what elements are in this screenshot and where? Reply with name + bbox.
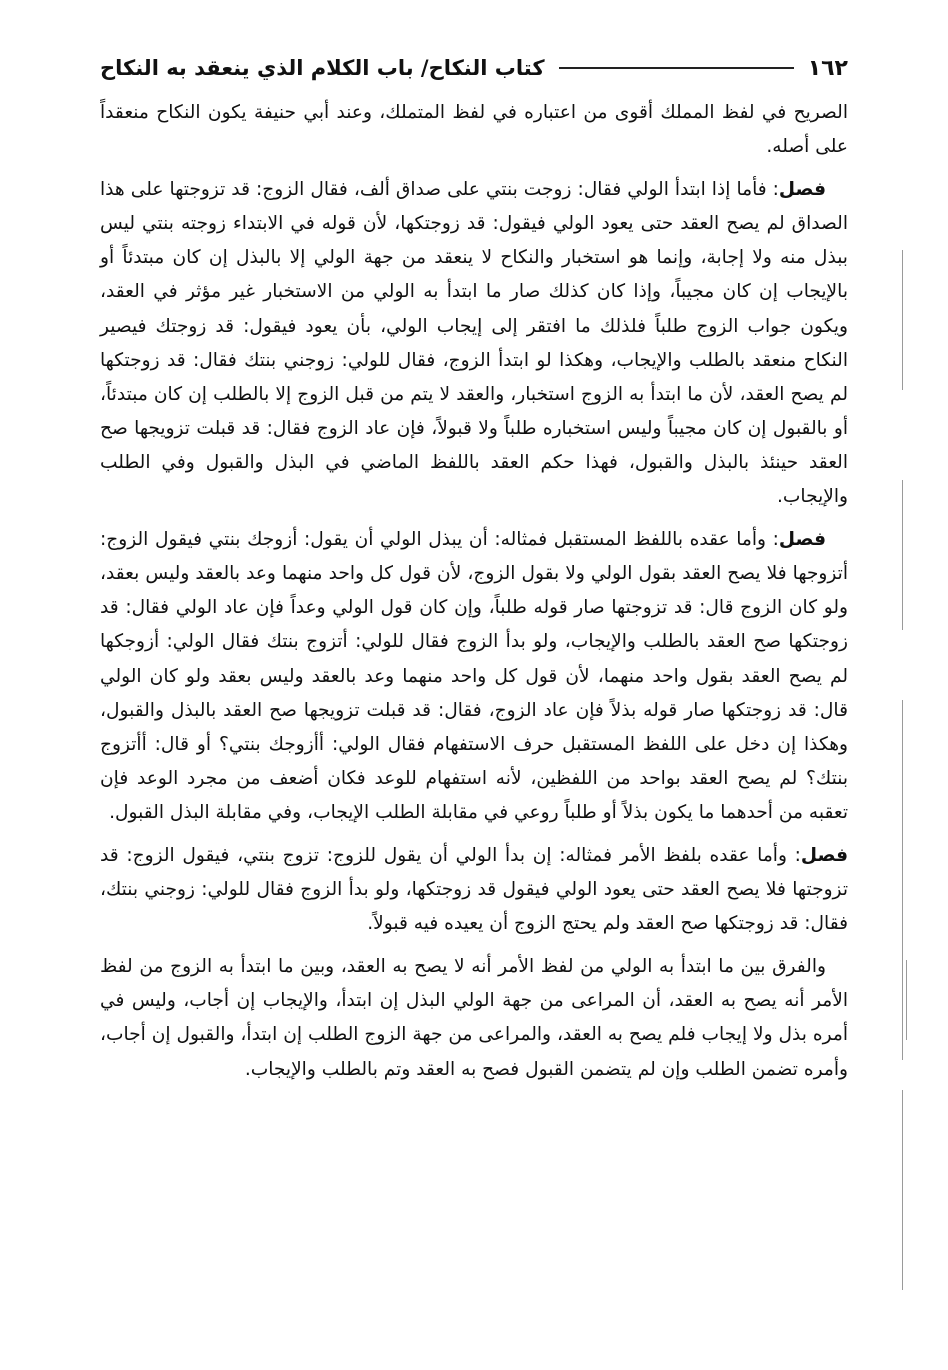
running-title: كتاب النكاح/ باب الكلام الذي ينعقد به النكاح	[100, 56, 545, 80]
page-number: ١٦٢	[807, 55, 848, 81]
paragraph-2	[100, 173, 848, 514]
paragraph-5-text: والفرق بين ما ابتدأ به الولي من لفظ الأمر أنه لا يصح به العقد، وبين ما ابتدأ به الزوج من لفظ الأمر أنه يصح به العقد، أن المراعى من جهة الولي البذل إن ابتدأ، والإيجاب إن أجاب، وليس في أمره بذل ولا إيجاب فلم يصح به العقد، والمراعى من جهة الزوج الطلب إن ابتدأ، والقبول إن أجاب، وأمره تضمن الطلب وإن لم يتضمن القبول فصح به العقد وتم بالطلب والإيجاب.	[100, 956, 848, 1080]
paragraph-5	[100, 950, 848, 1086]
section-keyword: فصل	[778, 179, 826, 201]
paragraph-3	[100, 523, 848, 830]
paragraph-4-text: : وأما عقده بلفظ الأمر فمثاله: إن بدأ الولي أن يقول للزوج: تزوج بنتي، فيقول الزوج: قد تزوجتها فلا يصح العقد حتى يعود الولي فيقول قد زوجتكها، ولو بدأ الزوج فقال للولي: زوجني بنتك، فقال: قد زوجتكها صح العقد ولم يحتج الزوج أن يعيده فيه قبولاً.	[100, 844, 848, 935]
paragraph-1	[100, 96, 848, 164]
header-rule	[559, 67, 794, 69]
margin-line	[906, 960, 907, 1040]
margin-line	[902, 1090, 903, 1290]
margin-line	[902, 480, 903, 630]
body-text	[100, 96, 848, 1087]
paragraph-2-text: : فأما إذا ابتدأ الولي فقال: زوجت بنتي على صداق ألف، فقال الزوج: قد تزوجتها على هذا الصداق لم يصح العقد حتى يعود الولي فيقول: قد زوجتكها، لأن قوله في الابتداء زوجته بنتي ليس ببذل منه ولا إجابة، وإنما هو استخبار والنكاح لا ينعقد من جهة الولي إلا بالبذل إن كان مبتدئاً أو بالإيجاب إن كان مجيباً، وإذا كان كذلك صار ما ابتدأ به الولي من الاستخبار غير مؤثر في العقد، ويكون جواب الزوج طلباً فلذلك ما افتقر إلى إيجاب الولي، بأن يعود فيقول: قد زوجتك فيصير النكاح منعقد بالطلب والإيجاب، وهكذا لو ابتدأ الزوج، فقال للولي: زوجني بنتك فقال: قد زوجتكها لم يصح العقد، لأن ما ابتدأ به الزوج استخبار، والعقد لا يتم من قبل الزوج إلا بالطلب إن كان مبتدئاً، أو بالقبول إن كان مجيباً وليس استخباره طلباً ولا قبولاً، فإن عاد الزوج فقال: قد قبلت تزويجها صح العقد حينئذ بالبذل والقبول، فهذا حكم العقد باللفظ الماضي في البذل والقبول وفي الطلب والإيجاب.	[100, 179, 848, 508]
section-keyword: فصل	[778, 529, 826, 551]
margin-line	[902, 250, 903, 390]
paragraph-4	[100, 839, 848, 941]
margin-line	[902, 700, 903, 1060]
page-header	[100, 46, 848, 90]
paragraph-3-text: : وأما عقده باللفظ المستقبل فمثاله: أن يبذل الولي أن يقول: أزوجك بنتي فيقول الزوج: أتزوجها فلا يصح العقد بقول الولي ولا بقول الزوج، لأن قول كل واحد منهما وعد بالعقد وليس بعقد، ولو كان الزوج قال: قد تزوجتها صار قوله طلباً، وإن كان قول الولي وعداً فإن عاد الولي فقال: قد زوجتكها صح العقد بالطلب والإيجاب، ولو بدأ الزوج فقال للولي: أتزوج بنتك فقال الولي: أزوجكها لم يصح العقد بقول واحد منهما، لأن قول كل واحد منهما وعد بالعقد وليس بعقد ولو كان الولي قال: قد زوجتكها صار قوله بذلاً فإن عاد الزوج، فقال: قد قبلت تزويجها صح العقد بالبذل والقبول، وهكذا إن دخل على اللفظ المستقبل حرف الاستفهام فقال الولي: أأزوجك بنتي؟ أو قال: أأتزوج بنتك؟ لم يصح العقد بواحد من اللفظين، لأنه استفهام للوعد فكان أضعف من مجرد الوعد فإن تعقبه من أحدهما ما يكون بذلاً أو طلباً روعي في مقابلة الطلب الإيجاب، وفي مقابلة البذل القبول.	[100, 529, 848, 823]
paragraph-1-text: الصريح في لفظ المملك أقوى من اعتباره في لفظ المتملك، وعند أبي حنيفة يكون النكاح منعقداً على أصله.	[100, 102, 848, 158]
section-keyword: فصل	[800, 844, 848, 866]
